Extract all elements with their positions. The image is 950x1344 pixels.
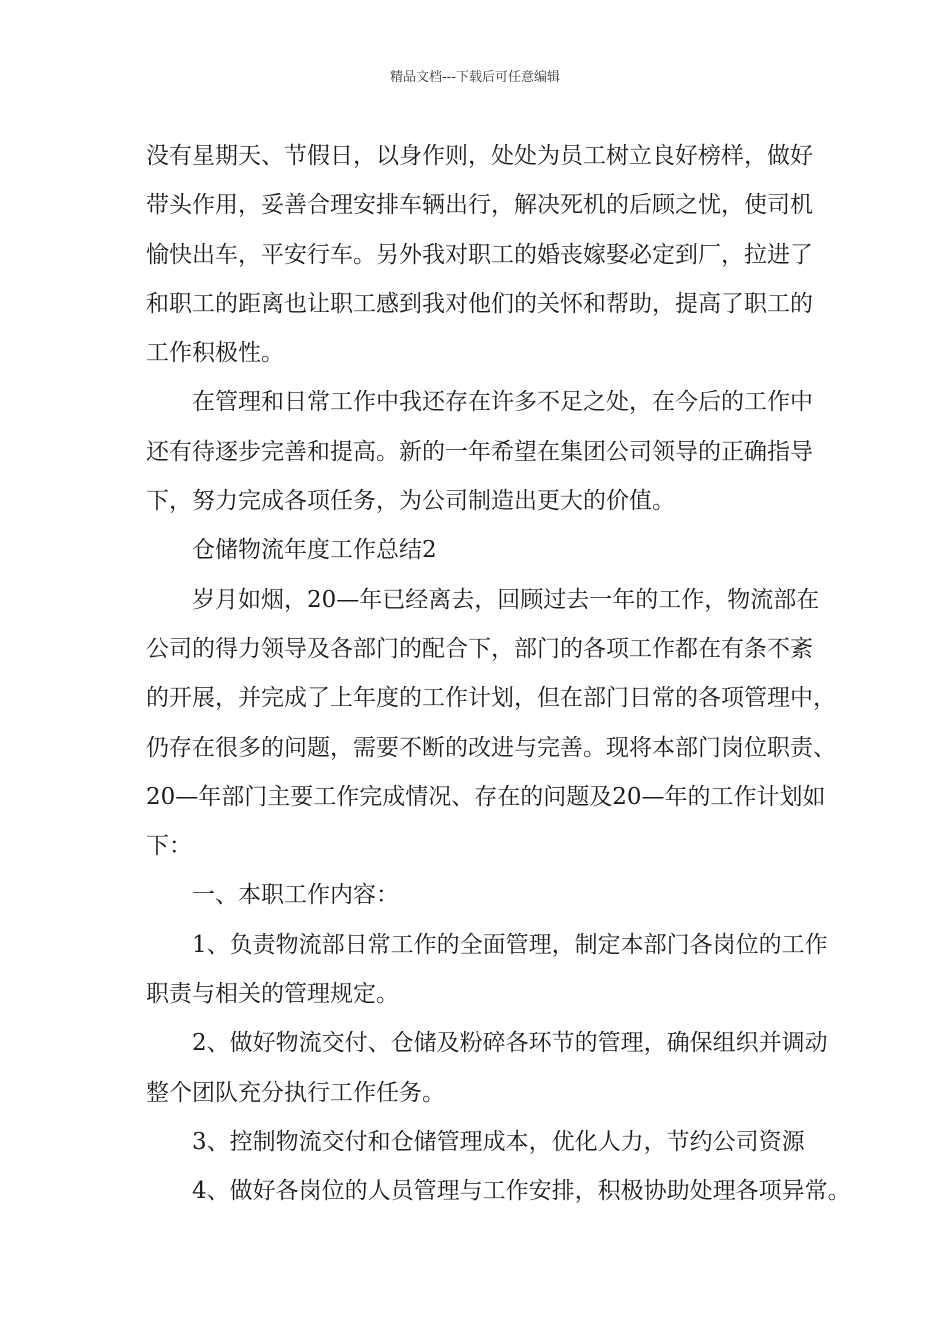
text-line: 愉快出车，平安行车。另外我对职工的婚丧嫁娶必定到厂，拉进了	[146, 241, 813, 268]
list-item: 2、做好物流交付、仓储及粉碎各环节的管理，确保组织并调动	[192, 1030, 828, 1057]
document-body	[146, 132, 851, 1217]
text-line: 带头作用，妥善合理安排车辆出行，解决死机的后顾之忧，使司机	[146, 192, 813, 219]
text-line: 仍存在很多的问题，需要不断的改进与完善。现将本部门岗位职责、	[146, 734, 836, 761]
page-header: 精品文档---下载后可任意编辑	[389, 70, 561, 85]
text-line: 在管理和日常工作中我还存在许多不足之处，在今后的工作中	[192, 389, 813, 416]
text-line: 下：	[146, 833, 192, 860]
list-item: 3、控制物流交付和仓储管理成本，优化人力，节约公司资源	[192, 1128, 805, 1155]
text-line: 整个团队充分执行工作任务。	[146, 1079, 445, 1106]
text-line: 下，努力完成各项任务，为公司制造出更大的价值。	[146, 488, 675, 515]
text-line: 还有待逐步完善和提高。新的一年希望在集团公司领导的正确指导	[146, 438, 813, 465]
text-line: 没有星期天、节假日，以身作则，处处为员工树立良好榜样，做好	[146, 143, 813, 169]
list-item: 1、负责物流部日常工作的全面管理，制定本部门各岗位的工作	[192, 931, 828, 958]
text-line: 岁月如烟，20—年已经离去，回顾过去一年的工作，物流部在	[192, 586, 820, 613]
text-line: 公司的得力领导及各部门的配合下，部门的各项工作都在有条不紊	[146, 635, 813, 662]
text-line: 职责与相关的管理规定。	[146, 981, 399, 1008]
list-item: 4、做好各岗位的人员管理与工作安排，积极协助处理各项异常。	[192, 1178, 851, 1205]
text-line: 20—年部门主要工作完成情况、存在的问题及20—年的工作计划如	[146, 783, 826, 810]
text-line: 工作积极性。	[146, 340, 284, 367]
section-title: 仓储物流年度工作总结2	[192, 537, 437, 564]
section-heading: 一、本职工作内容：	[192, 882, 399, 909]
text-line: 的开展，并完成了上年度的工作计划，但在部门日常的各项管理中，	[146, 685, 836, 712]
text-line: 和职工的距离也让职工感到我对他们的关怀和帮助，提高了职工的	[146, 290, 813, 317]
